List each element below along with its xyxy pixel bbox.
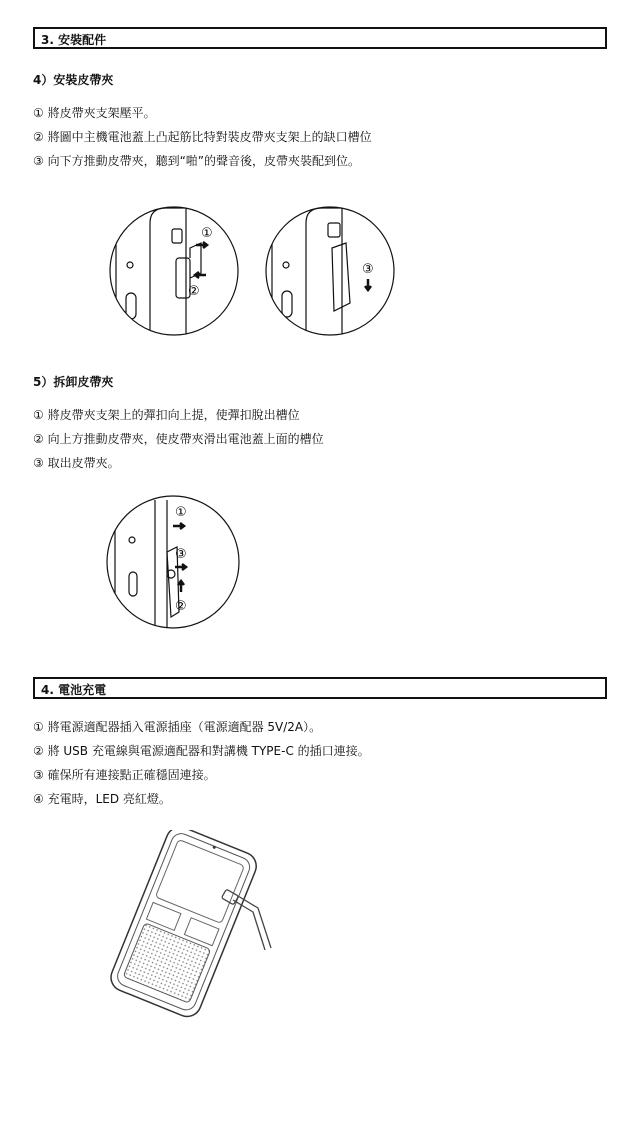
figure-label: ③ <box>175 547 187 562</box>
charging-device-illustration <box>95 830 280 1020</box>
figure-label: ③ <box>362 262 374 277</box>
section-3-header <box>33 27 607 49</box>
install-step-2: ② 將圖中主機電池蓋上凸起筋比特對裝皮帶夾支架上的缺口槽位 <box>33 130 372 144</box>
charge-step-3: ③ 確保所有連接點正確穩固連接。 <box>33 768 216 782</box>
charge-step-1: ① 將電源適配器插入電源插座（電源適配器 5V/2A）。 <box>33 720 322 734</box>
figure-label: ① <box>201 226 213 241</box>
section-4-title: 4. 電池充電 <box>41 683 107 697</box>
figure-label: ① <box>175 505 187 520</box>
install-figure-right <box>262 203 402 339</box>
section-4-header <box>33 677 607 699</box>
section-3-title: 3. 安裝配件 <box>41 33 107 47</box>
figure-label: ② <box>188 284 200 299</box>
charge-step-4: ④ 充電時，LED 亮紅燈。 <box>33 792 171 806</box>
charge-step-2: ② 將 USB 充電線與電源適配器和對講機 TYPE-C 的插口連接。 <box>33 744 370 758</box>
install-step-3: ③ 向下方推動皮帶夾，聽到“啪”的聲音後，皮帶夾裝配到位。 <box>33 154 361 168</box>
remove-step-1: ① 將皮帶夾支架上的彈扣向上提，使彈扣脫出槽位 <box>33 408 300 422</box>
remove-figure <box>105 492 245 632</box>
figure-label: ② <box>175 599 187 614</box>
remove-step-3: ③ 取出皮帶夾。 <box>33 456 120 470</box>
install-clip-heading: 4）安裝皮帶夾 <box>33 73 114 87</box>
install-step-1: ① 將皮帶夾支架壓平。 <box>33 106 156 120</box>
remove-clip-heading: 5）拆卸皮帶夾 <box>33 375 114 389</box>
install-figure-left <box>106 203 246 339</box>
remove-step-2: ② 向上方推動皮帶夾，使皮帶夾滑出電池蓋上面的槽位 <box>33 432 324 446</box>
